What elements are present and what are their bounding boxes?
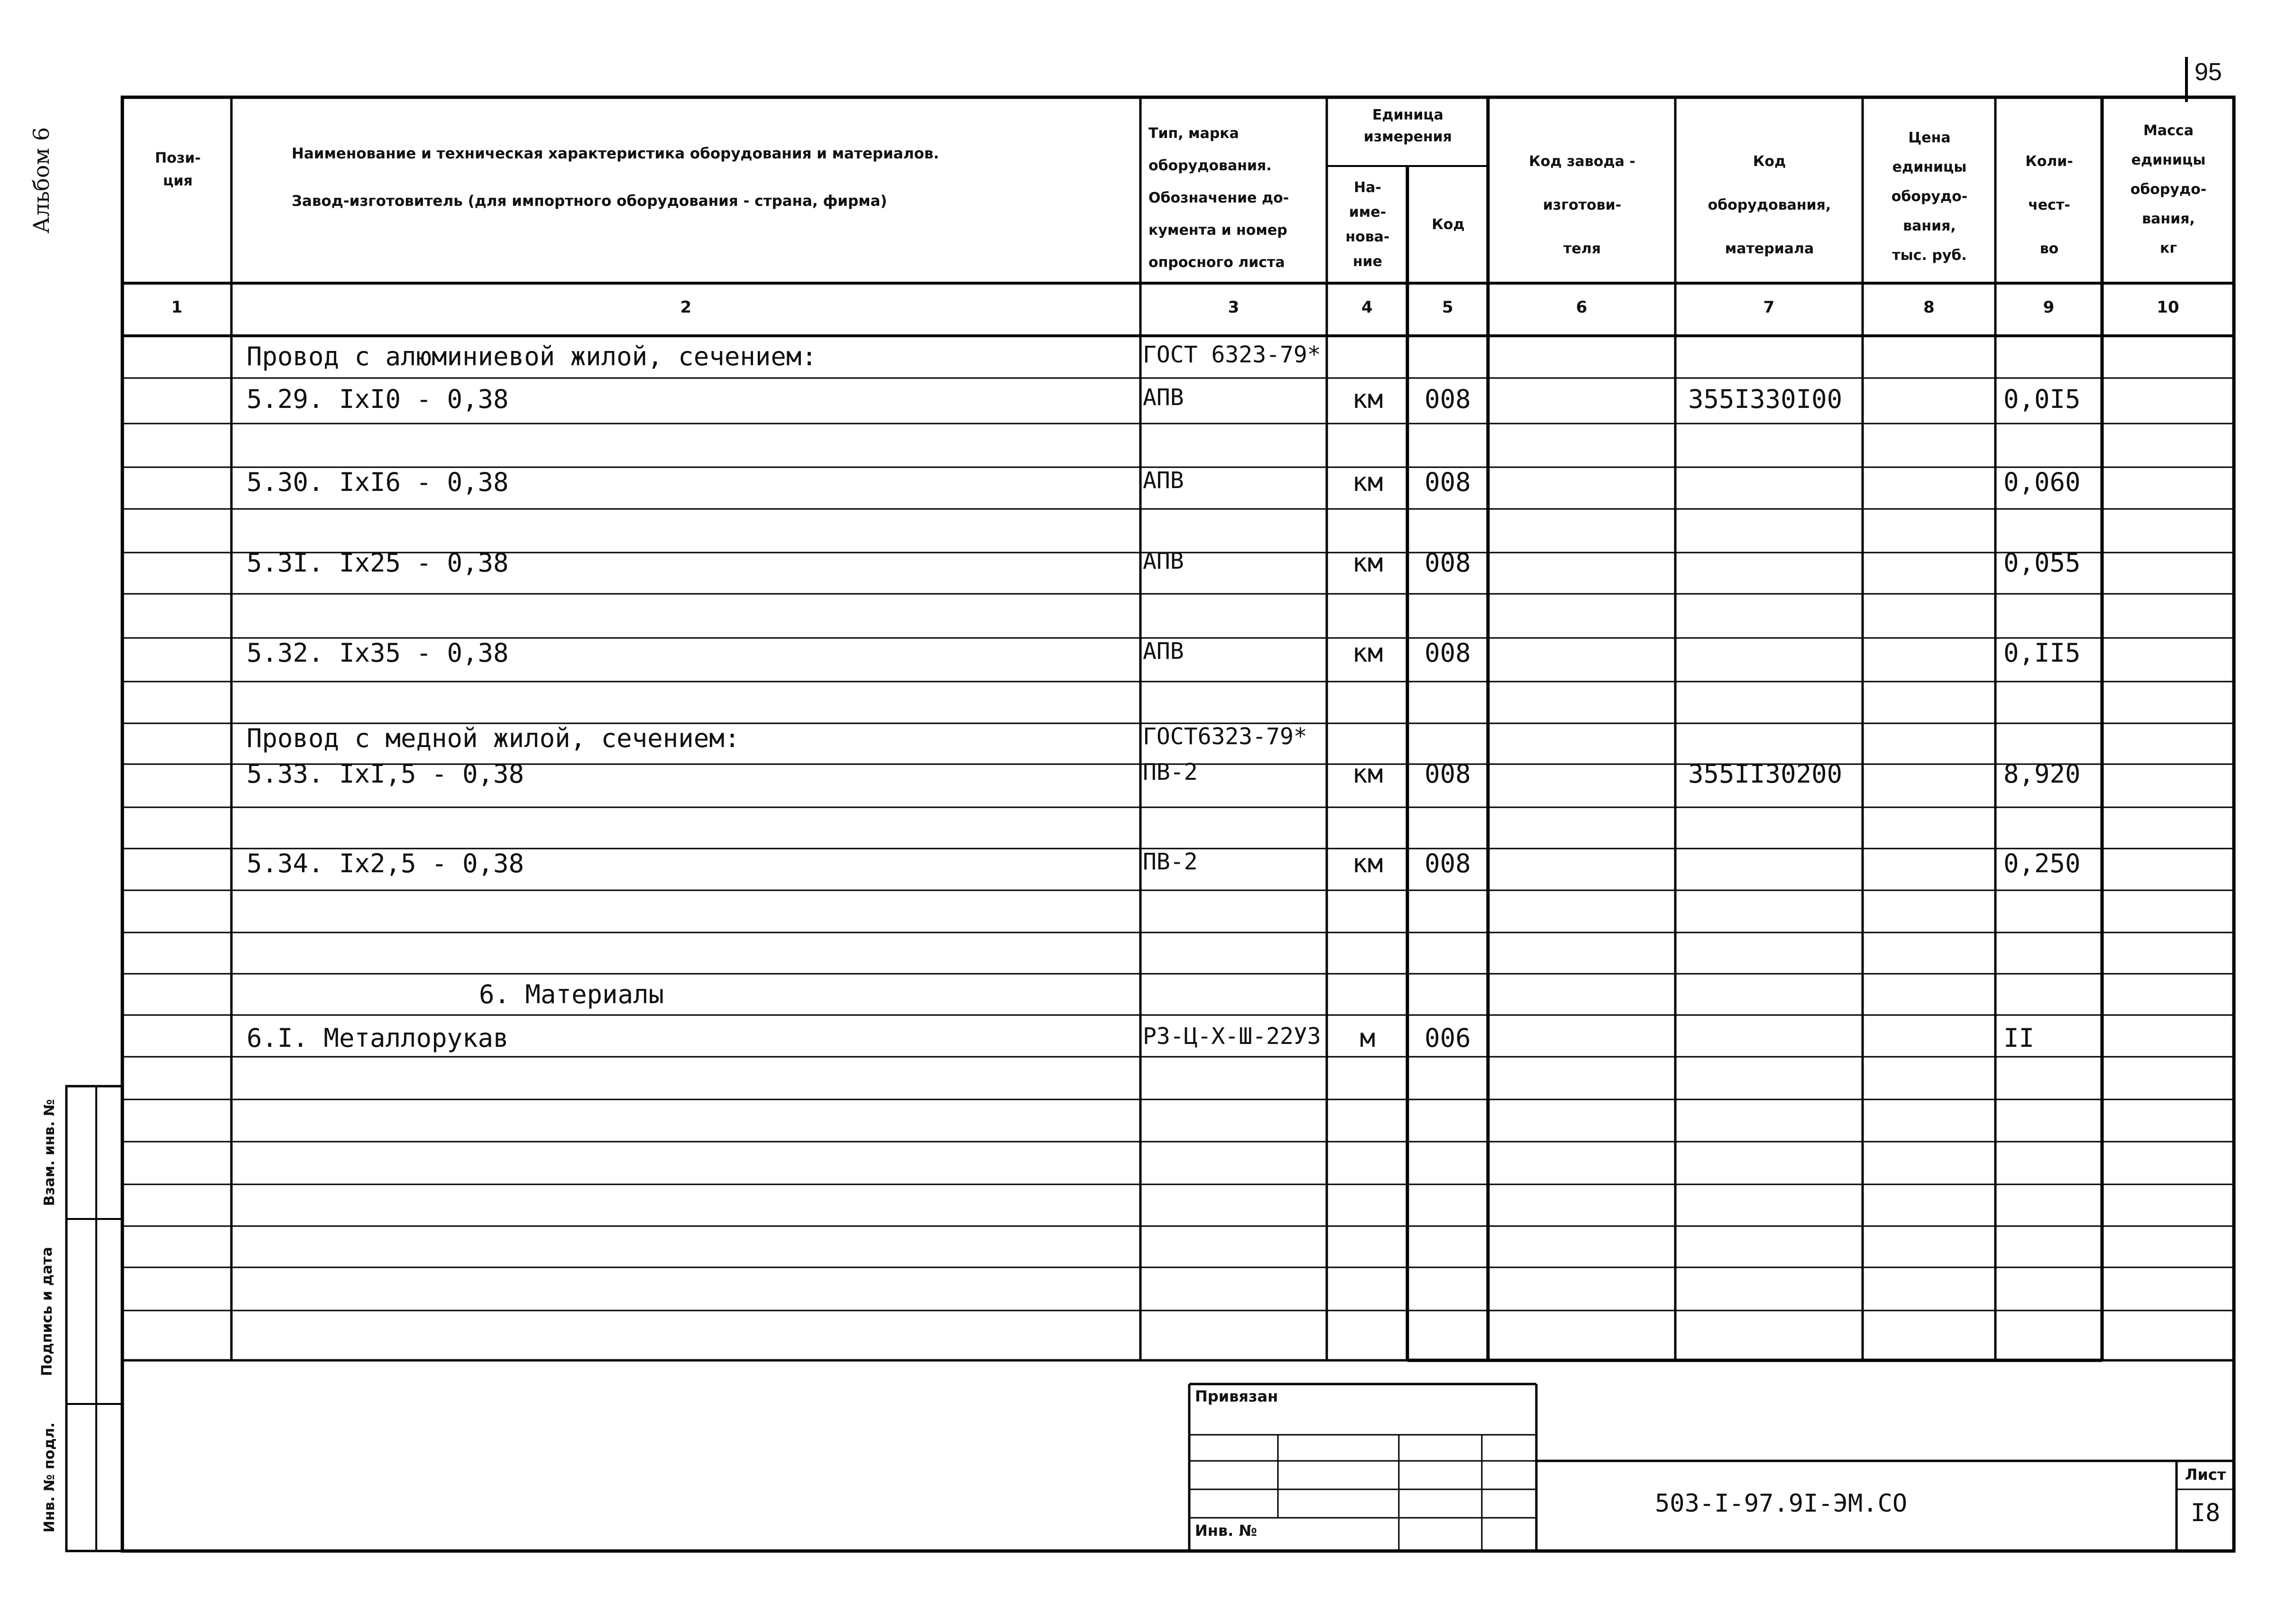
row-qty: 8,920 (2003, 759, 2081, 789)
row-name: 5.30. IxI6 - 0,38 (247, 467, 509, 497)
header-plant-code: Код завода - изготови- теля (1529, 153, 1635, 257)
album-label: Альбом 6 (28, 127, 54, 234)
column-number: 10 (2157, 298, 2179, 317)
header-quantity: Коли- чест- во (2025, 153, 2073, 257)
row-name: 5.32. Ix35 - 0,38 (247, 638, 509, 668)
column-number: 9 (2043, 298, 2055, 317)
row-unit: км (1352, 548, 1383, 578)
column-number: 3 (1228, 298, 1240, 317)
row-type: АПВ (1143, 467, 1184, 494)
row-unit: км (1352, 849, 1383, 878)
column-number: 2 (680, 298, 692, 317)
row-unit: км (1352, 467, 1383, 497)
sheet-label: Лист (2185, 1466, 2226, 1484)
page-number: 95 (2195, 58, 2222, 86)
row-type: ПВ-2 (1143, 759, 1198, 785)
row-type: АПВ (1143, 638, 1184, 665)
row-unit: м (1359, 1023, 1376, 1053)
row-unit: км (1352, 638, 1383, 668)
row-code: 006 (1424, 1023, 1471, 1053)
row-code: 008 (1424, 849, 1471, 878)
row-type: ГОСТ6323-79* (1143, 723, 1307, 750)
row-type: ПВ-2 (1143, 849, 1198, 875)
row-code: 008 (1424, 548, 1471, 578)
header-unit-name: На- име- нова- ние (1345, 179, 1390, 270)
row-qty: 0,055 (2003, 548, 2081, 578)
stamp-inv-label: Инв. № (1195, 1522, 1257, 1540)
row-type: АПВ (1143, 548, 1184, 574)
row-code: 008 (1424, 638, 1471, 668)
header-name-line2: Завод-изготовитель (для импортного оборудования - страна, фирма) (292, 193, 887, 210)
row-name: 6. Материалы (479, 979, 664, 1009)
header-equipment-code: Код оборудования, материала (1708, 153, 1831, 257)
side-stamp-signature: Подпись и дата (39, 1246, 55, 1376)
header-name-line1: Наименование и техническая характеристика оборудования и материалов. (292, 145, 939, 162)
column-number: 1 (171, 298, 183, 317)
row-name: Провод с алюминиевой жилой, сечением: (247, 342, 817, 371)
header-unit-group: Единица измерения (1363, 107, 1452, 145)
row-code: 008 (1424, 384, 1471, 414)
row-type: РЗ-Ц-Х-Ш-22УЗ (1143, 1023, 1321, 1050)
column-number: 8 (1923, 298, 1935, 317)
stamp-attached-label: Привязан (1195, 1387, 1278, 1405)
row-code: 008 (1424, 759, 1471, 789)
row-name: 6.I. Металлорукав (247, 1023, 509, 1053)
column-number: 7 (1763, 298, 1775, 317)
sheet-number: I8 (2190, 1499, 2221, 1527)
document-code: 503-I-97.9I-ЭМ.СО (1655, 1489, 1908, 1518)
row-equip: 355II30200 (1688, 759, 1843, 789)
row-qty: 0,0I5 (2003, 384, 2081, 414)
row-name: 5.3I. Ix25 - 0,38 (247, 548, 509, 578)
row-code: 008 (1424, 467, 1471, 497)
header-price: Цена единицы оборудо- вания, тыс. руб. (1891, 129, 1968, 264)
row-name: Провод с медной жилой, сечением: (247, 723, 740, 753)
column-number: 4 (1361, 298, 1373, 317)
header-position: Пози- ция (155, 150, 201, 189)
row-equip: 355I330I00 (1688, 384, 1843, 414)
row-type: АПВ (1143, 384, 1184, 411)
side-stamp-vzam: Взам. инв. № (41, 1099, 58, 1206)
side-stamp-inv: Инв. № подл. (41, 1422, 58, 1533)
row-qty: 0,II5 (2003, 638, 2081, 668)
row-qty: II (2003, 1023, 2035, 1053)
row-name: 5.29. IxI0 - 0,38 (247, 384, 509, 414)
row-unit: км (1352, 384, 1383, 414)
column-number: 5 (1442, 298, 1453, 317)
row-name: 5.34. Ix2,5 - 0,38 (247, 849, 524, 878)
row-qty: 0,060 (2003, 467, 2081, 497)
row-type: ГОСТ 6323-79* (1143, 342, 1321, 368)
header-type: Тип, марка оборудования. Обозначение до- кумента и номер опросного листа (1148, 125, 1289, 271)
header-unit-code: Код (1432, 216, 1465, 233)
row-unit: км (1352, 759, 1383, 789)
row-qty: 0,250 (2003, 849, 2081, 878)
column-number: 6 (1576, 298, 1588, 317)
header-mass: Масса единицы оборудо- вания, кг (2130, 122, 2207, 257)
row-name: 5.33. IxI,5 - 0,38 (247, 759, 524, 789)
